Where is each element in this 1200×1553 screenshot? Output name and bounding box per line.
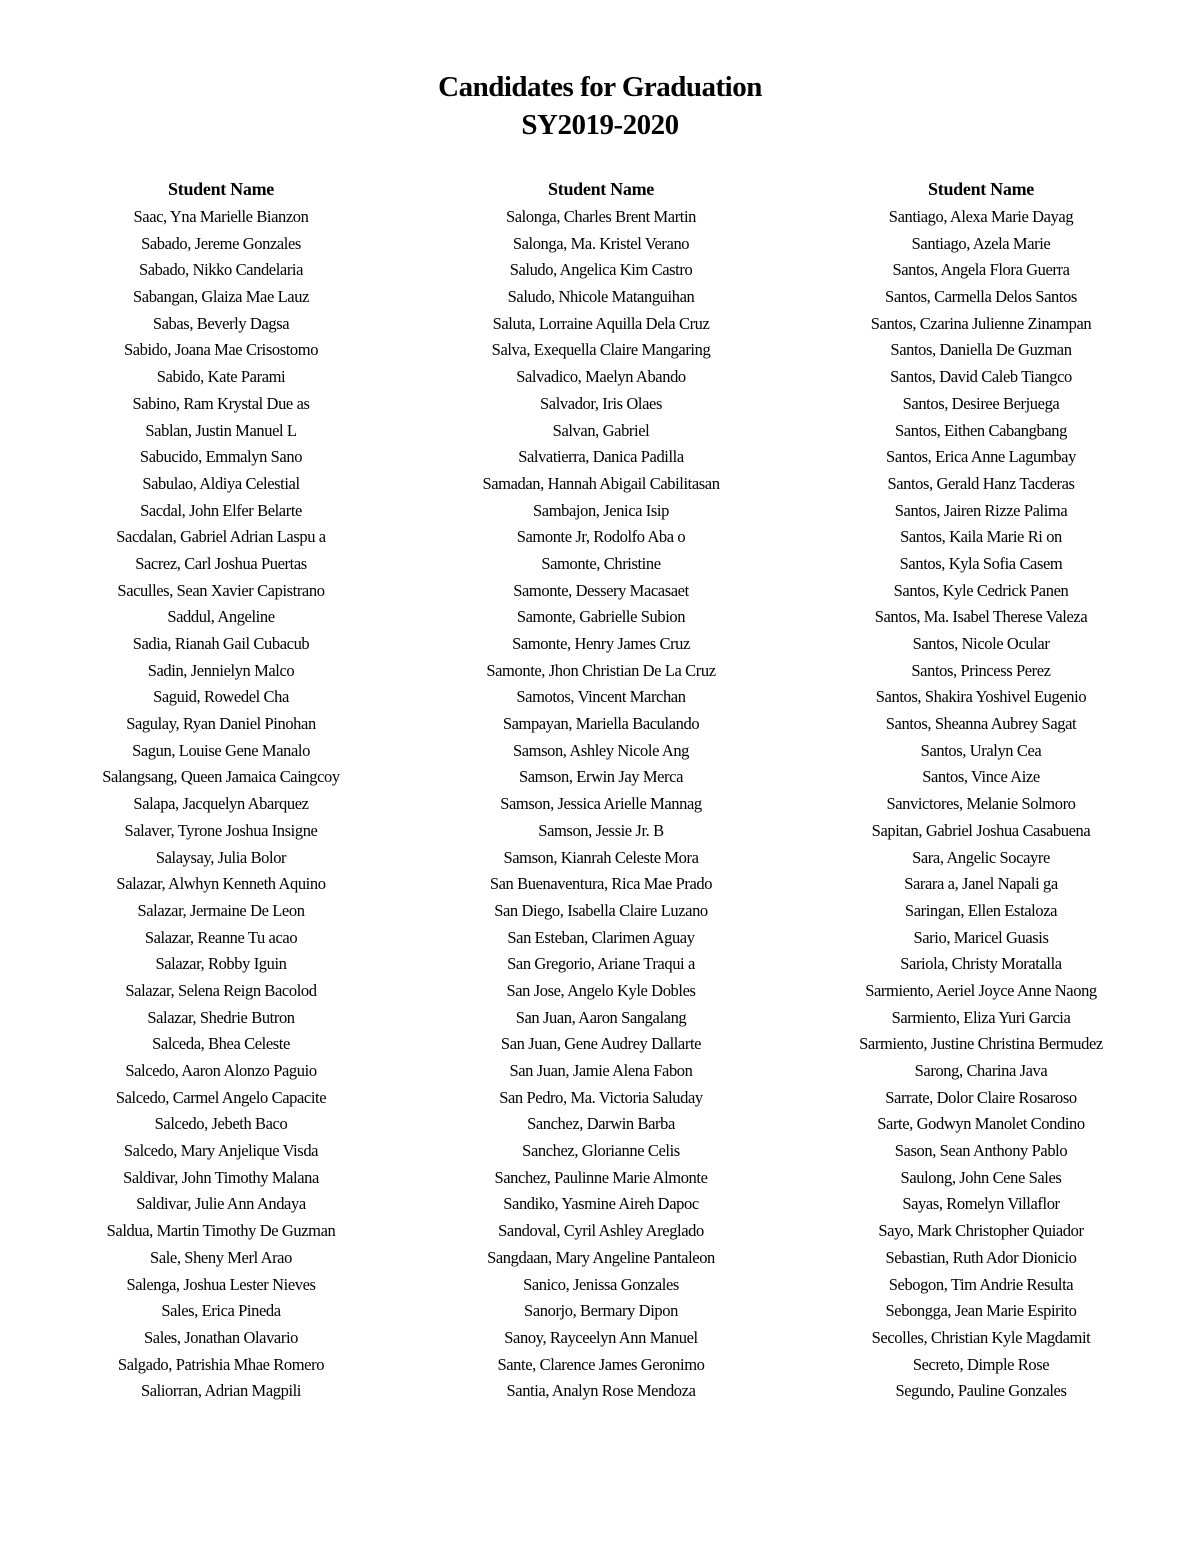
- student-name: Sacrez, Carl Joshua Puertas: [135, 553, 307, 573]
- student-name: Santos, Angela Flora Guerra: [892, 260, 1070, 280]
- student-name: Salazar, Shedrie Butron: [147, 1007, 295, 1027]
- student-name: Santos, Gerald Hanz Tacderas: [887, 473, 1075, 493]
- student-name: Salapa, Jacquelyn Abarquez: [133, 794, 309, 814]
- student-name: Salonga, Charles Brent Martin: [505, 207, 697, 226]
- page-title: Candidates for Graduation: [438, 71, 762, 103]
- student-name: Sario, Maricel Guasis: [913, 927, 1049, 947]
- student-name: San Pedro, Ma. Victoria Saluday: [499, 1087, 703, 1107]
- student-name: Samonte, Christine: [541, 553, 661, 573]
- student-name: Saringan, Ellen Estaloza: [904, 900, 1058, 920]
- student-name: Sanchez, Darwin Barba: [527, 1114, 675, 1134]
- student-name: Salvatierra, Danica Padilla: [518, 447, 684, 467]
- student-name: San Buenaventura, Rica Mae Prado: [489, 874, 713, 894]
- student-name: San Gregorio, Ariane Traqui a: [507, 954, 695, 974]
- student-name: Salaver, Tyrone Joshua Insigne: [124, 820, 318, 840]
- student-name: Sagun, Louise Gene Manalo: [132, 740, 310, 760]
- student-name: Sabucido, Emmalyn Sano: [139, 447, 303, 467]
- student-name: Sarmiento, Eliza Yuri Garcia: [891, 1007, 1071, 1027]
- student-name: Sanchez, Paulinne Marie Almonte: [494, 1167, 708, 1187]
- student-name: Santos, Sheanna Aubrey Sagat: [885, 714, 1077, 734]
- student-name: Sanchez, Glorianne Celis: [522, 1141, 680, 1161]
- student-name: Sabado, Nikko Candelaria: [138, 260, 304, 280]
- student-name: Sabido, Kate Parami: [156, 367, 286, 387]
- student-name: San Diego, Isabella Claire Luzano: [494, 900, 708, 920]
- student-name: Sale, Sheny Merl Arao: [150, 1247, 292, 1267]
- student-name: Santos, Vince Aize: [922, 767, 1040, 787]
- student-name: Salva, Exequella Claire Mangaring: [491, 340, 711, 360]
- student-name: San Juan, Aaron Sangalang: [515, 1007, 687, 1027]
- student-name: Sabulao, Aldiya Celestial: [142, 473, 300, 493]
- student-name: Samson, Kianrah Celeste Mora: [503, 847, 699, 867]
- column-header: Student Name: [168, 179, 274, 199]
- student-name: Segundo, Pauline Gonzales: [895, 1381, 1067, 1401]
- student-name: Saludo, Angelica Kim Castro: [509, 260, 693, 280]
- student-name: Sapitan, Gabriel Joshua Casabuena: [871, 820, 1091, 840]
- student-name: Sadia, Rianah Gail Cubacub: [132, 634, 310, 653]
- student-name: Saulong, John Cene Sales: [900, 1167, 1062, 1187]
- student-name: Salcedo, Jebeth Baco: [154, 1114, 288, 1134]
- student-name: Samonte, Jhon Christian De La Cruz: [486, 660, 716, 680]
- student-name: Samonte, Henry James Cruz: [512, 634, 690, 653]
- student-name: Sebastian, Ruth Ador Dionicio: [885, 1247, 1077, 1267]
- student-name: Salcedo, Aaron Alonzo Paguio: [125, 1061, 317, 1080]
- student-name: Samonte Jr, Rodolfo Aba o: [516, 527, 686, 547]
- name-column-3: [791, 174, 1171, 1405]
- student-name: Salazar, Alwhyn Kenneth Aquino: [116, 874, 326, 894]
- student-name: Salcedo, Mary Anjelique Visda: [123, 1141, 319, 1161]
- student-name: Santos, Ma. Isabel Therese Valeza: [874, 607, 1088, 627]
- student-name: Sara, Angelic Socayre: [912, 847, 1050, 867]
- student-name: Sariola, Christy Moratalla: [900, 954, 1062, 974]
- school-year: SY2019-2020: [521, 109, 679, 141]
- student-name: Sanoy, Rayceelyn Ann Manuel: [504, 1327, 698, 1347]
- student-name: Santiago, Alexa Marie Dayag: [888, 207, 1074, 226]
- student-name: Saac, Yna Marielle Bianzon: [133, 207, 309, 226]
- student-name: Sampayan, Mariella Baculando: [502, 714, 700, 734]
- student-name: Samonte, Dessery Macasaet: [513, 580, 689, 600]
- student-name: Saculles, Sean Xavier Capistrano: [117, 580, 325, 600]
- student-name: Sarong, Charina Java: [914, 1061, 1048, 1080]
- student-name: Santos, Daniella De Guzman: [890, 340, 1072, 360]
- student-name: Santiago, Azela Marie: [911, 233, 1051, 253]
- student-name: Sacdalan, Gabriel Adrian Laspu a: [116, 527, 326, 547]
- student-name: Sambajon, Jenica Isip: [533, 500, 669, 520]
- student-name: Sarara a, Janel Napali ga: [904, 874, 1058, 894]
- name-column-1: [31, 174, 411, 1405]
- student-name: Samson, Jessie Jr. B: [538, 820, 664, 840]
- student-name: Saldua, Martin Timothy De Guzman: [106, 1221, 336, 1241]
- student-name: Santos, David Caleb Tiangco: [890, 367, 1072, 387]
- student-name: Salgado, Patrishia Mhae Romero: [117, 1354, 325, 1374]
- student-name: Sales, Erica Pineda: [161, 1301, 281, 1321]
- student-name: Santos, Carmella Delos Santos: [885, 287, 1077, 307]
- student-name: Sanvictores, Melanie Solmoro: [886, 794, 1076, 814]
- student-name: Salenga, Joshua Lester Nieves: [126, 1274, 316, 1294]
- student-name: Salazar, Reanne Tu acao: [144, 927, 298, 947]
- student-name: Salcedo, Carmel Angelo Capacite: [115, 1087, 327, 1107]
- student-name: Saliorran, Adrian Magpili: [140, 1381, 301, 1401]
- student-name: Sabino, Ram Krystal Due as: [132, 393, 310, 413]
- student-name: Salvador, Iris Olaes: [540, 393, 662, 413]
- column-header: Student Name: [928, 179, 1034, 199]
- student-name: Santos, Kaila Marie Ri on: [900, 527, 1062, 547]
- student-name: Salceda, Bhea Celeste: [152, 1034, 290, 1054]
- student-name: Saldivar, John Timothy Malana: [123, 1167, 319, 1187]
- name-list: [31, 204, 411, 1405]
- student-name: Sales, Jonathan Olavario: [144, 1327, 298, 1347]
- student-name: Santos, Jairen Rizze Palima: [894, 500, 1068, 520]
- student-name: Salazar, Jermaine De Leon: [137, 900, 305, 920]
- student-name: Sabangan, Glaiza Mae Lauz: [133, 287, 309, 307]
- student-name: Santos, Shakira Yoshivel Eugenio: [875, 687, 1087, 707]
- student-name: Sabado, Jereme Gonzales: [141, 233, 301, 253]
- student-name: Sarrate, Dolor Claire Rosaroso: [885, 1087, 1077, 1107]
- student-name: Sebongga, Jean Marie Espirito: [885, 1301, 1077, 1321]
- student-name: San Juan, Gene Audrey Dallarte: [500, 1034, 702, 1054]
- student-name: Saddul, Angeline: [167, 607, 275, 627]
- student-name: Santos, Uralyn Cea: [920, 740, 1042, 760]
- student-name: Santos, Erica Anne Lagumbay: [886, 447, 1076, 467]
- student-name: Sacdal, John Elfer Belarte: [140, 500, 302, 520]
- student-name: Santos, Czarina Julienne Zinampan: [870, 313, 1092, 333]
- name-column-2: [411, 174, 791, 1405]
- student-name: Santos, Nicole Ocular: [912, 634, 1050, 653]
- student-name: Saluta, Lorraine Aquilla Dela Cruz: [492, 313, 710, 333]
- student-name: Salvan, Gabriel: [552, 420, 650, 440]
- student-name: Sayo, Mark Christopher Quiador: [878, 1221, 1084, 1241]
- student-name: Sagulay, Ryan Daniel Pinohan: [126, 714, 316, 734]
- student-name: Sanorjo, Bermary Dipon: [524, 1301, 678, 1321]
- student-name: Sangdaan, Mary Angeline Pantaleon: [487, 1247, 715, 1267]
- title-block: [0, 68, 1200, 144]
- student-name: Santos, Kyla Sofia Casem: [899, 553, 1063, 573]
- student-name: Sarte, Godwyn Manolet Condino: [877, 1114, 1085, 1134]
- student-name: Sason, Sean Anthony Pablo: [894, 1141, 1068, 1161]
- student-name: Salaysay, Julia Bolor: [155, 847, 287, 867]
- student-name: Salangsang, Queen Jamaica Caingcoy: [102, 767, 340, 787]
- student-name: Salvadico, Maelyn Abando: [516, 367, 686, 387]
- student-name: Sante, Clarence James Geronimo: [497, 1354, 705, 1374]
- student-name: Sandoval, Cyril Ashley Areglado: [498, 1221, 704, 1241]
- student-name: Sayas, Romelyn Villaflor: [902, 1194, 1060, 1214]
- column-header: Student Name: [548, 179, 654, 199]
- student-name: Sebogon, Tim Andrie Resulta: [888, 1274, 1074, 1294]
- student-name: Santos, Desiree Berjuega: [902, 393, 1060, 413]
- student-name: Samson, Jessica Arielle Mannag: [500, 794, 702, 814]
- student-name: Saludo, Nhicole Matanguihan: [507, 287, 695, 307]
- student-name: Sablan, Justin Manuel L: [145, 420, 297, 440]
- student-name: Salonga, Ma. Kristel Verano: [512, 233, 690, 253]
- student-name: Santos, Kyle Cedrick Panen: [893, 580, 1069, 600]
- student-name: Sarmiento, Justine Christina Bermudez: [859, 1034, 1103, 1054]
- student-name: Secolles, Christian Kyle Magdamit: [871, 1327, 1091, 1347]
- student-name: San Jose, Angelo Kyle Dobles: [506, 980, 696, 1000]
- name-list: [411, 204, 791, 1405]
- student-name: Samadan, Hannah Abigail Cabilitasan: [482, 473, 720, 493]
- student-name: Santia, Analyn Rose Mendoza: [506, 1381, 696, 1401]
- student-name: Sandiko, Yasmine Aireh Dapoc: [503, 1194, 699, 1214]
- student-name: Salazar, Robby Iguin: [155, 954, 287, 974]
- student-name: Secreto, Dimple Rose: [912, 1354, 1050, 1374]
- student-name: Sabido, Joana Mae Crisostomo: [123, 340, 319, 360]
- student-name: Samonte, Gabrielle Subion: [516, 607, 686, 627]
- student-name: Saguid, Rowedel Cha: [153, 687, 289, 707]
- student-name: Samotos, Vincent Marchan: [516, 687, 686, 707]
- student-name: Sadin, Jennielyn Malco: [147, 660, 295, 680]
- student-name: San Juan, Jamie Alena Fabon: [509, 1061, 693, 1080]
- name-list: [791, 204, 1171, 1405]
- student-name: Sabas, Beverly Dagsa: [152, 313, 290, 333]
- student-name: Santos, Eithen Cabangbang: [895, 420, 1067, 440]
- student-name: San Esteban, Clarimen Aguay: [507, 927, 695, 947]
- student-name: Salazar, Selena Reign Bacolod: [125, 980, 317, 1000]
- student-name: Samson, Ashley Nicole Ang: [512, 740, 690, 760]
- student-name: Sarmiento, Aeriel Joyce Anne Naong: [865, 980, 1097, 1000]
- student-name: Sanico, Jenissa Gonzales: [523, 1274, 679, 1294]
- student-name: Saldivar, Julie Ann Andaya: [136, 1194, 306, 1214]
- student-name: Samson, Erwin Jay Merca: [518, 767, 683, 787]
- student-name: Santos, Princess Perez: [911, 660, 1051, 680]
